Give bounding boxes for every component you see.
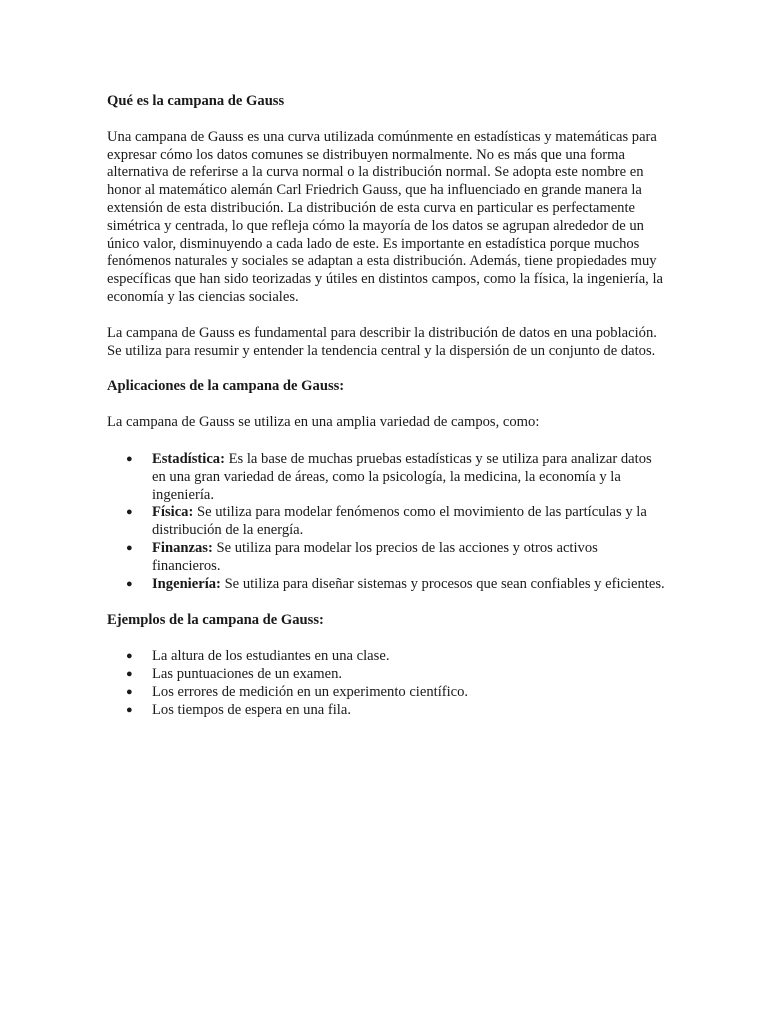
list-item [107,702,667,720]
list-item-text: Los errores de medición en un experimento científico. [152,683,469,700]
list-item-term: Ingeniería: [152,575,221,592]
bullet-icon: ● [126,650,133,663]
examples-list [107,648,667,719]
bullet-icon: ● [126,541,133,554]
list-item [107,540,667,576]
list-item-term: Finanzas: [152,539,213,556]
bullet-icon: ● [126,452,133,465]
examples-heading: Ejemplos de la campana de Gauss: [107,612,324,629]
second-paragraph: La campana de Gauss es fundamental para describir la distribución de datos en una población. Se utiliza para resumir y entender la tendencia central y la dispersión de un conjunto de datos. [107,324,657,359]
list-item [107,504,667,540]
list-item [107,684,667,702]
applications-heading: Aplicaciones de la campana de Gauss: [107,378,345,395]
bullet-icon: ● [126,685,133,698]
bullet-icon: ● [126,506,133,519]
document-title: Qué es la campana de Gauss [107,93,285,109]
list-item [107,666,667,684]
list-item-text: Se utiliza para modelar los precios de las acciones y otros activos financieros. [152,539,598,574]
applications-list [107,451,667,593]
list-item [107,576,667,594]
list-item [107,648,667,666]
intro-paragraph: Una campana de Gauss es una curva utilizada comúnmente en estadísticas y matemáticas para expresar cómo los datos comunes se distribuyen normalmente. No es más que una forma alternativa de referirse a la curva normal o la distribución normal. Se adopta este nombre en honor al matemático alemán Carl Friedrich Gauss, que ha influenciado en grande manera la extensión de esta distribución. La distribución de esta curva en particular es perfectamente simétrica y centrada, lo que refleja cómo la mayoría de los datos se agrupan alrededor de un único valor, disminuyendo a cada lado de este. Es importante en estadística porque muchos fenómenos naturales y sociales se adaptan a esta distribución. Además, tiene propiedades muy específicas que han sido teorizadas y útiles en distintos campos, como la física, la ingeniería, la economía y las ciencias sociales. [107,128,664,305]
list-item [107,451,667,504]
list-item-text: Las puntuaciones de un examen. [152,665,343,682]
list-item-text: Se utiliza para modelar fenómenos como el movimiento de las partículas y la distribución de la energía. [152,504,647,539]
bullet-icon: ● [126,577,133,590]
bullet-icon: ● [126,667,133,680]
list-item-term: Estadística: [152,450,225,467]
list-item-term: Física: [152,504,194,521]
applications-intro: La campana de Gauss se utiliza en una amplia variedad de campos, como: [107,414,540,431]
list-item-text: Es la base de muchas pruebas estadísticas y se utiliza para analizar datos en una gran variedad de áreas, como la psicología, la medicina, la economía y la ingeniería. [152,450,652,503]
list-item-text: La altura de los estudiantes en una clase. [152,648,390,665]
bullet-icon: ● [126,703,133,716]
document-page [107,93,667,719]
list-item-text: Se utiliza para diseñar sistemas y procesos que sean confiables y eficientes. [220,575,665,592]
list-item-text: Los tiempos de espera en una fila. [152,701,351,718]
